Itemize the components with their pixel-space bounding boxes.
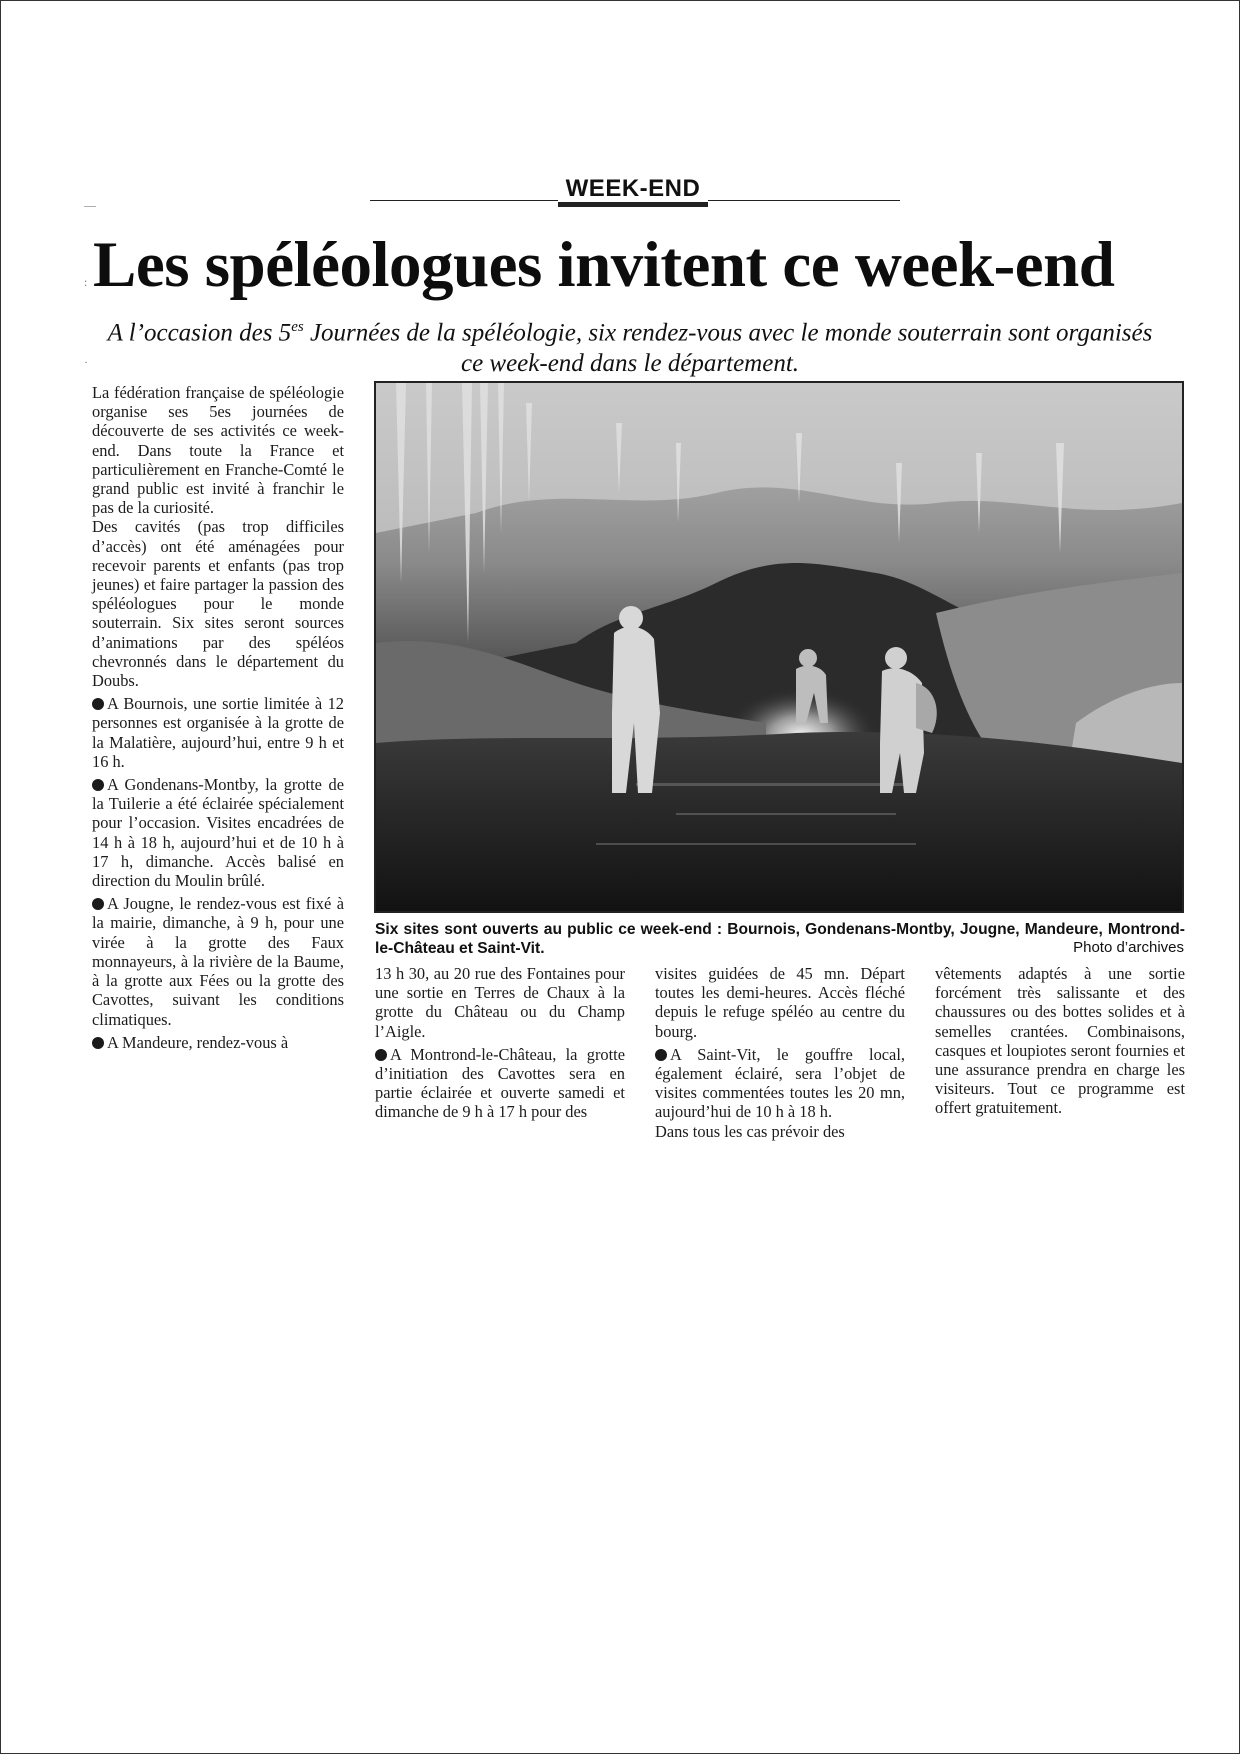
- bullet-icon: [92, 779, 104, 791]
- scan-speck: ·: [84, 355, 88, 369]
- paragraph: [655, 1045, 905, 1122]
- article-column-2: [375, 964, 625, 1122]
- paragraph: vêtements adaptés à une sortie forcément très salissante et des chaussures ou des bottes solides et à semelles crantées. Combinaisons, casques et loupiotes seront fournies et une assurance prendra en charge les visiteurs. Tout ce programme est offert gratuitement.: [935, 964, 1185, 1118]
- paragraph-text: A Saint-Vit, le gouffre local, également éclairé, sera l’objet de visites commentées toutes les 20 mn, aujourd’hui de 10 h à 18 h.: [655, 1044, 905, 1122]
- bullet-icon: [92, 698, 104, 710]
- paragraph: La fédération française de spéléologie organise ses 5es journées de découverte de ses activités ce week-end. Dans toute la France et particulièrement en Franche-Comté le grand public est invité à franchir le pas de la curiosité.: [92, 383, 344, 518]
- article-column-3: [655, 964, 905, 1141]
- bullet-icon: [92, 898, 104, 910]
- paragraph: 13 h 30, au 20 rue des Fontaines pour une sortie en Terres de Chaux à la grotte du Château ou du Champ l’Aigle.: [375, 964, 625, 1041]
- paragraph: Dans tous les cas prévoir des: [655, 1121, 845, 1141]
- article-column-1: [92, 383, 344, 1052]
- paragraph: [92, 894, 344, 1028]
- rubric-label: WEEK-END: [558, 176, 708, 207]
- scan-speck: —: [84, 198, 96, 212]
- scan-speck: :: [84, 275, 88, 289]
- bullet-icon: [655, 1049, 667, 1061]
- paragraph: [92, 1033, 344, 1052]
- cave-photo: [374, 381, 1184, 913]
- paragraph: [375, 1045, 625, 1122]
- paragraph-text: A Jougne, le rendez-vous est fixé à la mairie, dimanche, à 9 h, pour une virée à la grotte des Faux monnayeurs, à la rivière de la Baume, à la grotte aux Fées ou la grotte des Cavottes, suivant les conditions climatiques.: [92, 894, 344, 1029]
- dek-part-1: A l’occasion des 5: [107, 319, 292, 347]
- dek-superscript: es: [291, 319, 304, 335]
- photo-caption: Six sites sont ouverts au public ce week-end : Bournois, Gondenans-Montby, Jougne, Mandeure, Montrond-le-Château et Saint-Vit.: [375, 921, 1185, 957]
- paragraph-text: A Montrond-le-Château, la grotte d’initiation des Cavottes sera en partie éclairée et ouverte samedi et dimanche de 9 h à 17 h pour des: [375, 1044, 625, 1122]
- dek: [100, 312, 1160, 379]
- photo-credit: Photo d’archives: [1073, 939, 1184, 956]
- headline: Les spéléologues invitent ce week-end: [93, 229, 1115, 301]
- paragraph: [92, 694, 344, 771]
- paragraph-text: A Gondenans-Montby, la grotte de la Tuilerie a été éclairée spécialement pour l’occasion. Visites encadrées de 14 h à 18 h, aujourd’hui et de 10 h à 17 h, dimanche. Accès balisé en direction du Moulin brûlé.: [92, 775, 344, 891]
- bullet-icon: [375, 1049, 387, 1061]
- paragraph: visites guidées de 45 mn. Départ toutes les demi-heures. Accès fléché depuis le refuge spéléo au centre du bourg.: [655, 964, 905, 1041]
- dek-part-2: Journées de la spéléologie, six rendez-vous avec le monde souterrain sont organisés ce week-end dans le département.: [303, 319, 1153, 378]
- article-column-4: [935, 964, 1185, 1118]
- section-rubric: [370, 176, 900, 206]
- paragraph-text: A Mandeure, rendez-vous à: [107, 1032, 289, 1052]
- paragraph: Des cavités (pas trop difficiles d’accès) ont été aménagées pour recevoir parents et enfants (pas trop jeunes) et faire partager la passion des spéléologues pour le monde souterrain. Six sites seront sources d’animations par des spéléos chevronnés dans le département du Doubs.: [92, 517, 344, 691]
- paragraph: [92, 775, 344, 890]
- paragraph-text: A Bournois, une sortie limitée à 12 personnes est organisée à la grotte de la Malatière, aujourd’hui, entre 9 h et 16 h.: [92, 694, 344, 771]
- bullet-icon: [92, 1037, 104, 1049]
